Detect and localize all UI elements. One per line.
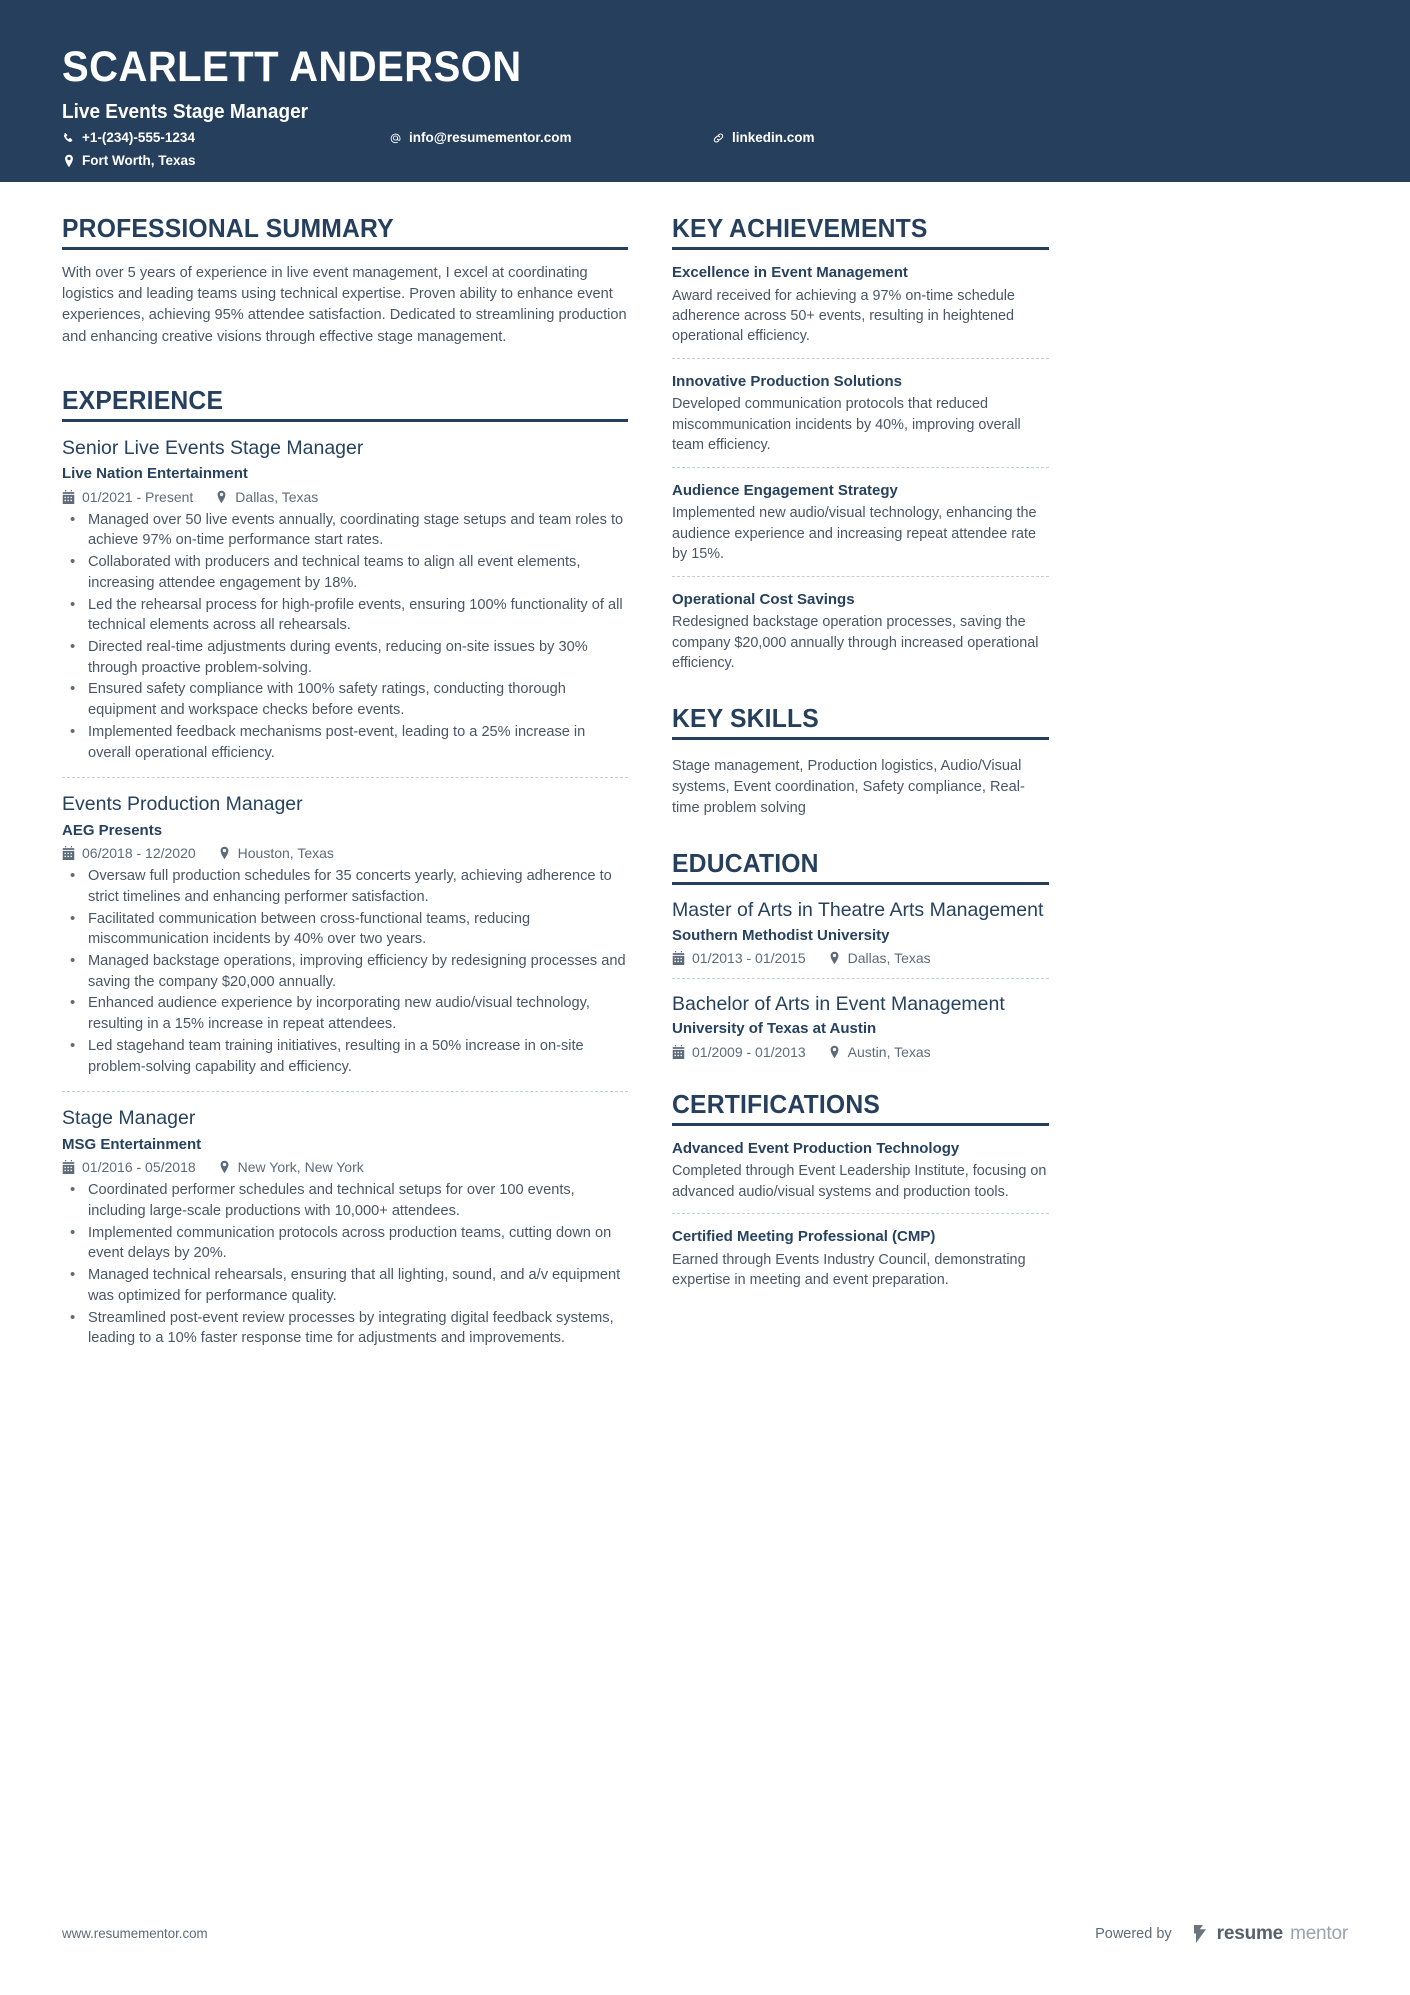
certification-item: [672, 1227, 1049, 1290]
experience-location: [218, 845, 334, 861]
contact-location-text: Fort Worth, Texas: [82, 153, 196, 168]
entry-divider: [62, 777, 628, 778]
map-pin-icon: [215, 490, 228, 504]
experience-job-title: Events Production Manager: [62, 793, 303, 816]
right-column: [672, 214, 1049, 1291]
achievement-title: Innovative Production Solutions: [672, 372, 903, 390]
spacer: [672, 674, 1049, 704]
education-location: [828, 950, 931, 966]
experience-bullet: • Led stagehand team training initiatives, resulting in a 50% increase in on-site problem-solving capability and efficiency.: [62, 1036, 628, 1077]
experience-bullet: • Facilitated communication between cross-functional teams, reducing miscommunication incidents by 40% over two years.: [62, 909, 628, 950]
achievement-item: [672, 263, 1049, 347]
brand-name-bold: resume: [1216, 1923, 1284, 1944]
section-rule: [62, 419, 628, 422]
certification-description: Completed through Event Leadership Institute, focusing on advanced audio/visual systems and production tools.: [672, 1163, 1047, 1200]
page-footer: [0, 1925, 1410, 1965]
achievement-title: Operational Cost Savings: [672, 590, 855, 608]
skills-text: Stage management, Production logistics, Audio/Visual systems, Event coordination, Safety compliance, Real-time problem solving: [672, 757, 1025, 816]
education-entry: [672, 992, 1049, 1060]
education-dates: [672, 1044, 806, 1060]
achievement-divider: [672, 358, 1049, 359]
education-location: [828, 1044, 931, 1060]
experience-dates-text: 01/2021 - Present: [82, 488, 194, 505]
certification-title: Certified Meeting Professional (CMP): [672, 1228, 936, 1246]
experience-meta: [62, 1159, 628, 1175]
experience-bullet: • Coordinated performer schedules and technical setups for over 100 events, including large-scale productions with 10,000+ attendees.: [62, 1180, 628, 1221]
powered-by-label: Powered by: [1095, 1926, 1172, 1942]
job-role-subtitle: Live Events Stage Manager: [62, 101, 309, 123]
map-pin-icon: [218, 1160, 231, 1174]
experience-company: AEG Presents: [62, 821, 163, 839]
achievement-title: Audience Engagement Strategy: [672, 481, 898, 499]
experience-location-text: New York, New York: [237, 1159, 364, 1176]
section-heading-achievements: KEY ACHIEVEMENTS: [672, 213, 928, 243]
experience-bullet: • Implemented feedback mechanisms post-event, leading to a 25% increase in overall operational efficiency.: [62, 722, 628, 763]
experience-dates: [62, 489, 193, 505]
experience-meta: [62, 845, 628, 861]
experience-bullet: • Implemented communication protocols across production teams, cutting down on event delays by 20%.: [62, 1223, 628, 1264]
left-column: [62, 214, 628, 1350]
experience-location-text: Houston, Texas: [237, 845, 334, 862]
footer-branding: [1095, 1923, 1348, 1945]
section-heading-experience: EXPERIENCE: [62, 384, 224, 415]
achievement-title: Excellence in Event Management: [672, 264, 908, 282]
experience-dates-text: 06/2018 - 12/2020: [82, 845, 196, 862]
experience-location: [215, 489, 318, 505]
experience-bullet: • Managed over 50 live events annually, coordinating stage setups and team roles to achieve 97% on-time performance start rates.: [62, 510, 628, 551]
certifications-list: [672, 1139, 1049, 1291]
section-education: [672, 849, 1049, 1060]
education-list: [672, 898, 1049, 1060]
brand-name-light: mentor: [1290, 1923, 1348, 1944]
link-icon: [712, 131, 725, 145]
certification-title: Advanced Event Production Technology: [672, 1139, 960, 1157]
experience-bullets: [62, 1180, 628, 1349]
calendar-icon: [62, 1160, 75, 1174]
contact-email-text: info@resumementor.com: [409, 130, 572, 145]
achievement-item: [672, 481, 1049, 565]
experience-entry: [62, 792, 628, 1077]
resumementor-logo: [1192, 1923, 1348, 1945]
resume-header: [0, 0, 1410, 182]
certification-description: Earned through Events Industry Council, demonstrating expertise in meeting and event preparation.: [672, 1251, 1026, 1289]
section-rule: [672, 1123, 1049, 1126]
calendar-icon: [672, 1045, 685, 1059]
section-certifications: [672, 1090, 1049, 1291]
experience-location-text: Dallas, Texas: [235, 488, 319, 505]
summary-text: With over 5 years of experience in live event management, I excel at coordinating logistics and leading teams using technical expertise. Proven ability to enhance event experiences, achieving 95% attendee satisfaction. Dedicated to streamlining production and enhancing creative visions through effective stage management.: [62, 265, 627, 345]
achievement-divider: [672, 576, 1049, 577]
achievement-item: [672, 372, 1049, 456]
section-heading-skills: KEY SKILLS: [672, 702, 819, 733]
education-meta: [672, 950, 1049, 966]
contact-linkedin-text: linkedin.com: [732, 130, 815, 145]
education-degree: Bachelor of Arts in Event Management: [672, 993, 1005, 1016]
section-rule: [62, 247, 628, 250]
achievements-list: [672, 263, 1049, 673]
education-dates-text: 01/2009 - 01/2013: [692, 1043, 806, 1060]
experience-entry: [62, 436, 628, 764]
experience-job-title: Senior Live Events Stage Manager: [62, 436, 364, 459]
experience-bullet: • Ensured safety compliance with 100% safety ratings, conducting thorough equipment and workspace checks before events.: [62, 679, 628, 720]
experience-bullet: • Managed technical rehearsals, ensuring that all lighting, sound, and a/v equipment was optimized for performance quality.: [62, 1265, 628, 1306]
calendar-icon: [62, 846, 75, 860]
education-entry: [672, 898, 1049, 966]
experience-bullets: [62, 510, 628, 764]
experience-dates: [62, 1159, 196, 1175]
experience-job-title: Stage Manager: [62, 1107, 196, 1130]
resumementor-mark-icon: [1192, 1924, 1210, 1944]
achievement-item: [672, 590, 1049, 674]
education-divider: [672, 978, 1049, 979]
achievement-description: Developed communication protocols that reduced miscommunication incidents by 40%, improving overall team efficiency.: [672, 396, 1021, 454]
map-pin-icon: [828, 951, 841, 965]
calendar-icon: [672, 951, 685, 965]
experience-bullet: • Streamlined post-event review processes by integrating digital feedback systems, leading to a 10% faster response time for adjustments and improvements.: [62, 1308, 628, 1349]
experience-meta: [62, 489, 628, 505]
experience-company: MSG Entertainment: [62, 1135, 202, 1153]
at-icon: [389, 131, 402, 145]
experience-bullet: • Led the rehearsal process for high-profile events, ensuring 100% functionality of all technical elements across all rehearsals.: [62, 595, 628, 636]
experience-dates: [62, 845, 196, 861]
section-heading-certifications: CERTIFICATIONS: [672, 1088, 881, 1119]
achievement-description: Award received for achieving a 97% on-time schedule adherence across 50+ events, resulting in heightened operational efficiency.: [672, 287, 1015, 345]
spacer: [62, 348, 628, 386]
footer-url[interactable]: www.resumementor.com: [62, 1925, 208, 1941]
education-degree: Master of Arts in Theatre Arts Management: [672, 899, 1044, 922]
map-pin-icon: [62, 154, 75, 168]
spacer: [672, 819, 1049, 849]
education-dates-text: 01/2013 - 01/2015: [692, 950, 806, 967]
achievement-description: Redesigned backstage operation processes, saving the company $20,000 annually through increased operational efficiency.: [672, 614, 1039, 672]
education-school: University of Texas at Austin: [672, 1020, 877, 1038]
spacer: [672, 1060, 1049, 1090]
section-heading-summary: PROFESSIONAL SUMMARY: [62, 213, 394, 243]
entry-divider: [62, 1091, 628, 1092]
section-professional-summary: [62, 214, 628, 348]
education-location-text: Dallas, Texas: [847, 950, 931, 967]
contact-location: [62, 153, 196, 169]
education-dates: [672, 950, 806, 966]
map-pin-icon: [218, 846, 231, 860]
experience-bullets: [62, 866, 628, 1077]
education-meta: [672, 1044, 1049, 1060]
education-location-text: Austin, Texas: [847, 1043, 931, 1060]
contact-linkedin[interactable]: [712, 130, 815, 146]
experience-company: Live Nation Entertainment: [62, 465, 248, 483]
section-rule: [672, 737, 1049, 740]
experience-list: [62, 436, 628, 1349]
achievement-divider: [672, 467, 1049, 468]
experience-bullet: • Enhanced audience experience by incorporating new audio/visual technology, resulting in a 15% increase in repeat attendees.: [62, 993, 628, 1034]
page-title: SCARLETT ANDERSON: [62, 43, 522, 91]
experience-bullet: • Managed backstage operations, improving efficiency by redesigning processes and saving the company $20,000 annually.: [62, 951, 628, 992]
section-key-skills: [672, 704, 1049, 820]
experience-entry: [62, 1106, 628, 1349]
section-rule: [672, 882, 1049, 885]
phone-icon: [62, 131, 75, 145]
experience-dates-text: 01/2016 - 05/2018: [82, 1159, 196, 1176]
calendar-icon: [62, 490, 75, 504]
certification-divider: [672, 1213, 1049, 1214]
experience-bullet: • Directed real-time adjustments during events, reducing on-site issues by 30% through proactive problem-solving.: [62, 637, 628, 678]
experience-bullet: • Collaborated with producers and technical teams to align all event elements, increasing attendee engagement by 18%.: [62, 552, 628, 593]
section-key-achievements: [672, 214, 1049, 674]
section-rule: [672, 247, 1049, 250]
contact-phone[interactable]: [62, 130, 195, 146]
contact-phone-text: +1-(234)-555-1234: [82, 130, 195, 145]
experience-location: [218, 1159, 364, 1175]
education-school: Southern Methodist University: [672, 926, 890, 944]
map-pin-icon: [828, 1045, 841, 1059]
certification-item: [672, 1139, 1049, 1202]
achievement-description: Implemented new audio/visual technology, enhancing the audience experience and increasing repeat attendee rate by 15%.: [672, 505, 1037, 563]
section-experience: [62, 386, 628, 1349]
section-heading-education: EDUCATION: [672, 848, 819, 879]
contact-email[interactable]: [389, 130, 571, 146]
experience-bullet: • Oversaw full production schedules for 35 concerts yearly, achieving adherence to strict timelines and enhancing performer satisfaction.: [62, 866, 628, 907]
contact-row: [62, 130, 962, 180]
